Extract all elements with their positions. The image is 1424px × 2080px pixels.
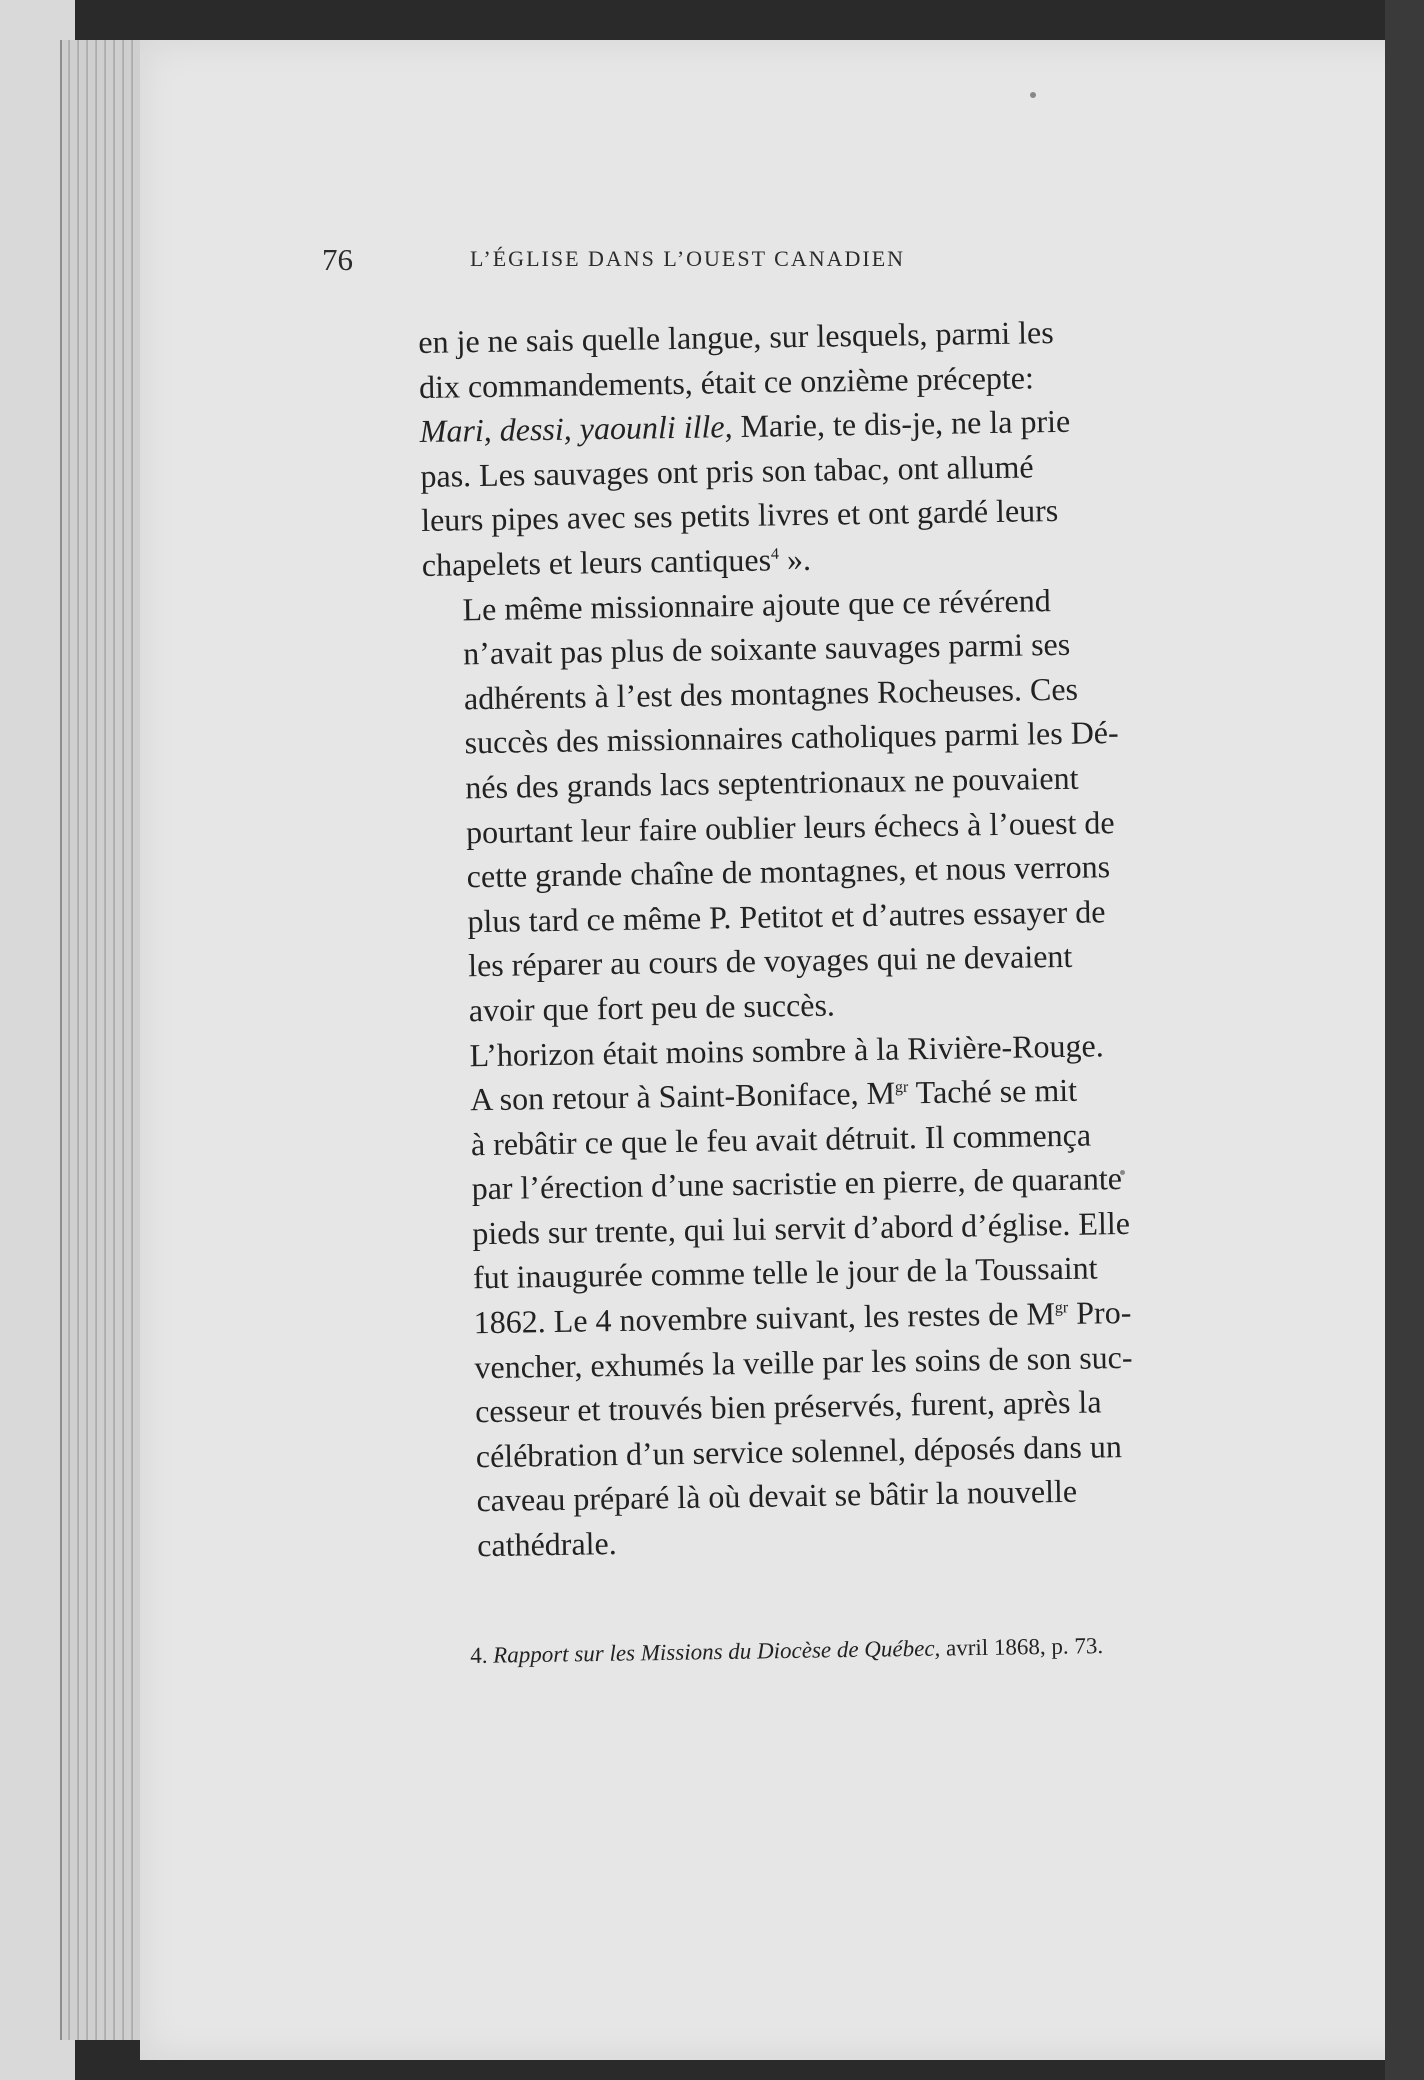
page-edges	[60, 40, 152, 2040]
text-line: avoir que fort peu de succès.	[468, 986, 836, 1029]
running-title: L’ÉGLISE DANS L’OUEST CANADIEN	[470, 246, 906, 271]
text-line: célébration d’un service solennel, déposés dans un	[475, 1427, 1123, 1475]
paragraph-1	[418, 307, 1242, 587]
text-fragment: ».	[778, 540, 812, 578]
scan-right-margin	[1385, 0, 1424, 2080]
text-line: en je ne sais quelle langue, sur lesquels, parmi les	[418, 314, 1054, 360]
footnote-number: 4.	[470, 1642, 488, 1668]
italic-phrase: Mari, dessi, yaounli ille,	[419, 408, 733, 450]
page-number: 76	[322, 242, 353, 277]
text-line: fut inaugurée comme telle le jour de la Toussaint	[472, 1249, 1098, 1296]
footnote-detail: avril 1868, p. 73.	[940, 1633, 1104, 1661]
text-fragment: Pro-	[1067, 1293, 1132, 1331]
page-header	[322, 242, 1082, 282]
text-line: caveau préparé là où devait se bâtir la nouvelle	[476, 1473, 1078, 1519]
text-line: nés des grands lacs septentrionaux ne pouvaient	[465, 759, 1079, 806]
text-line: à rebâtir ce que le feu avait détruit. Il commença	[470, 1116, 1092, 1162]
text-line: leurs pipes avec ses petits livres et ont gardé leurs	[420, 492, 1059, 539]
footnote-title: Rapport sur les Missions du Diocèse de Québec,	[492, 1635, 941, 1668]
body-text	[418, 307, 1258, 1568]
text-line: cette grande chaîne de montagnes, et nous verrons	[466, 848, 1111, 895]
text-line: les réparer au cours de voyages qui ne devaient	[467, 938, 1073, 984]
text-line: pourtant leur faire oublier leurs échecs à l’ouest de	[465, 803, 1115, 850]
footnote-ref: 4	[770, 545, 780, 563]
superscript: gr	[894, 1078, 909, 1097]
text-line: n’avait pas plus de soixante sauvages parmi ses	[462, 625, 1071, 672]
text-line: cathédrale.	[476, 1525, 617, 1564]
text-line: L’horizon était moins sombre à la Rivière-Rouge.	[469, 1026, 1104, 1073]
text-line: adhérents à l’est des montagnes Rocheuses. Ces	[463, 670, 1079, 717]
text-fragment: Marie, te dis-je, ne la prie	[732, 402, 1071, 445]
text-fragment: chapelets et leurs cantiques	[421, 541, 772, 583]
text-line: vencher, exhumés la veille par les soins de son suc-	[474, 1338, 1133, 1385]
paragraph-2	[422, 575, 1249, 1034]
paragraph-4	[430, 1065, 1258, 1568]
text-line: dix commandements, était ce onzième précepte:	[418, 358, 1035, 405]
text-fragment: Taché se mit	[908, 1071, 1078, 1111]
text-line: succès des missionnaires catholiques parmi les Dé-	[464, 714, 1119, 761]
text-line: plus tard ce même P. Petitot et d’autres essayer de	[467, 892, 1106, 940]
spot	[1030, 92, 1036, 98]
text-line: pieds sur trente, qui lui servit d’abord d’église. Elle	[472, 1204, 1131, 1252]
superscript: gr	[1054, 1299, 1069, 1317]
text-fragment: A son retour à Saint-Boniface, M	[469, 1074, 896, 1118]
text-fragment: 1862. Le 4 novembre suivant, les restes de M	[473, 1295, 1056, 1341]
text-line: par l’érection d’une sacristie en pierre, de quarante	[471, 1160, 1123, 1207]
text-line: pas. Les sauvages ont pris son tabac, ont allumé	[420, 448, 1034, 494]
text-line: Le même missionnaire ajoute que ce révérend	[462, 581, 1051, 627]
text-line: cesseur et trouvés bien préservés, furent, après la	[474, 1383, 1102, 1430]
